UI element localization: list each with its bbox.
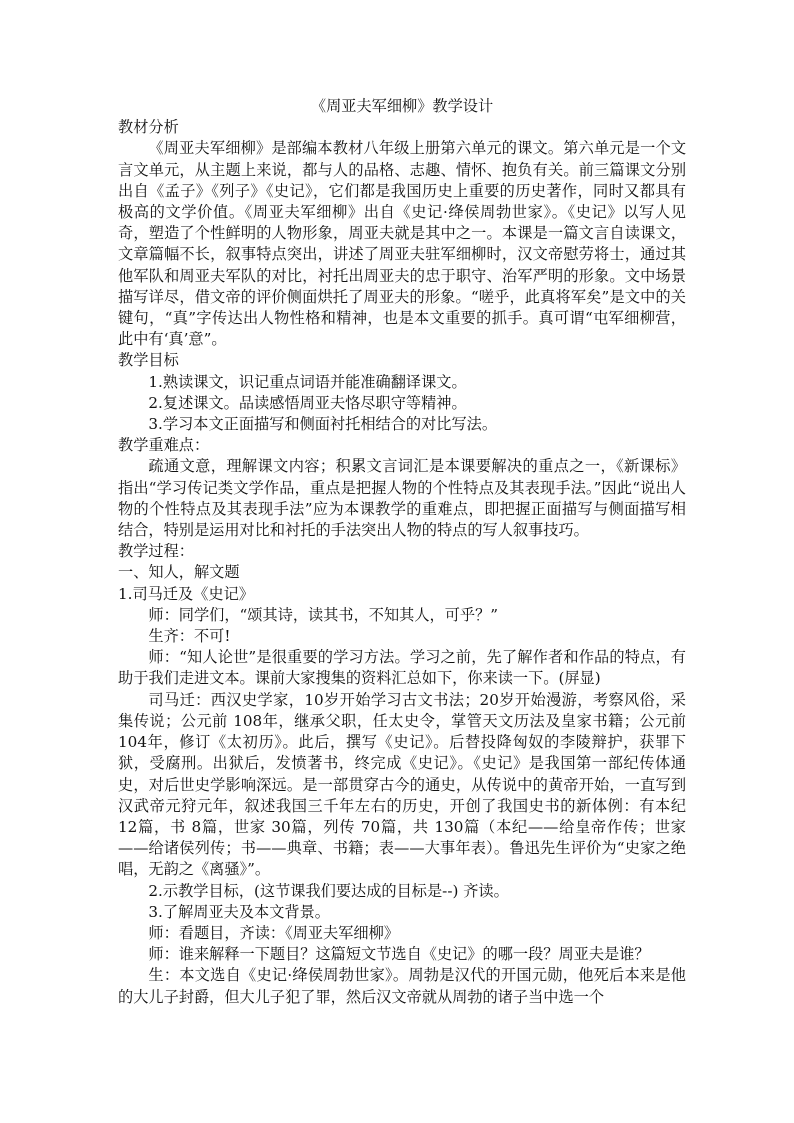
dialogue-line: 师：看题目，齐读：《周亚夫军细柳》 <box>148 923 399 942</box>
dialogue-line: 师：谁来解释一下题目？这篇短文节选自《史记》的哪一段？周亚夫是谁？ <box>148 945 650 964</box>
document-title: 《周亚夫军细柳》教学设计 <box>310 97 494 115</box>
subheading-know-author: 一、知人，解文题 <box>118 563 240 582</box>
section-heading-teaching-process: 教学过程： <box>118 542 194 561</box>
section-heading-key-points: 教学重难点： <box>118 436 210 455</box>
paragraph-sima-qian-bio: 司马迁：西汉史学家，10岁开始学习古文书法；20岁开始漫游，考察风俗，采集传说；公元前 108年，继承父职，任太史令，掌管天文历法及皇家书籍；公元前 104年，修订《太初历》。此后，撰写《史记》。后替投降匈奴的李陵辩护，获罪下狱，受腐刑。出狱后，发愤著书，终完成《史记》。《史记》是我国第一部纪传体通史，对后世史学影响深远。是一部贯穿古今的通史，从传说中的黄帝开始，一直写到汉武帝元狩元年，叙述我国三千年左右的历史，开创了我国史书的新体例：有本纪 12篇，书 8篇，世家 30篇，列传 70篇，共 130篇（本纪——给皇帝作传；世家——给诸侯列传；书——典章、书籍；表——大事年表）。鲁迅先生评价为“史家之绝唱，无韵之《离骚》”。 <box>118 690 686 879</box>
goal-item: 3.学习本文正面描写和侧面衬托相结合的对比写法。 <box>148 415 498 434</box>
dialogue-line: 3.了解周亚夫及本文背景。 <box>148 902 330 921</box>
section-heading-material-analysis: 教材分析 <box>118 118 179 137</box>
paragraph-key-points: 疏通文意，理解课文内容；积累文言词汇是本课要解决的重点之一，《新课标》指出“学习传记类文学作品，重点是把握人物的个性特点及其表现手法。”因此“说出人物的个性特点及其表现手法”应为本课教学的重难点，即把握正面描写与侧面描写相结合，特别是运用对比和衬托的手法突出人物的特点的写人叙事技巧。 <box>118 457 686 540</box>
dialogue-line: 生：本文选自《史记·绛侯周勃世家》。周勃是汉代的开国元勋，他死后本来是他的大儿子封爵，但大儿子犯了罪，然后汉文帝就从周勃的诸子当中选一个 <box>118 966 686 1006</box>
dialogue-line: 2.示教学目标，(这节课我们要达成的目标是--) 齐读。 <box>148 881 509 900</box>
paragraph-material-analysis: 《周亚夫军细柳》是部编本教材八年级上册第六单元的课文。第六单元是一个文言文单元，从主题上来说，都与人的品格、志趣、情怀、抱负有关。前三篇课文分别出自《孟子》《列子》《史记》，它们都是我国历史上重要的历史著作，同时又都具有极高的文学价值。《周亚夫军细柳》出自《史记·绛侯周勃世家》。《史记》以写人见奇，塑造了个性鲜明的人物形象，周亚夫就是其中之一。本课是一篇文言自读课文，文章篇幅不长，叙事特点突出，讲述了周亚夫驻军细柳时，汉文帝慰劳将士，通过其他军队和周亚夫军队的对比，衬托出周亚夫的忠于职守、治军严明的形象。文中场景描写详尽，借文帝的评价侧面烘托了周亚夫的形象。“嗟乎，此真将军矣”是文中的关键句，“真”字传达出人物性格和精神，也是本文重要的抓手。真可谓“屯军细柳营，此中有‘真’意”。 <box>118 139 686 349</box>
dialogue-line: 师：同学们，“颂其诗，读其书，不知其人，可乎？” <box>148 605 499 624</box>
dialogue-line: 师：“知人论世”是很重要的学习方法。学习之前，先了解作者和作品的特点，有助于我们走进文本。课前大家搜集的资料汇总如下，你来读一下。(屏显) <box>118 648 686 688</box>
goal-item: 1.熟读课文，识记重点词语并能准确翻译课文。 <box>148 372 467 391</box>
section-heading-teaching-goals: 教学目标 <box>118 351 179 370</box>
document-page <box>118 96 686 1008</box>
goal-item: 2.复述课文。品读感悟周亚夫恪尽职守等精神。 <box>148 393 467 412</box>
dialogue-line: 生齐：不可! <box>148 627 231 646</box>
subheading-sima-qian: 1.司马迁及《史记》 <box>118 584 254 603</box>
